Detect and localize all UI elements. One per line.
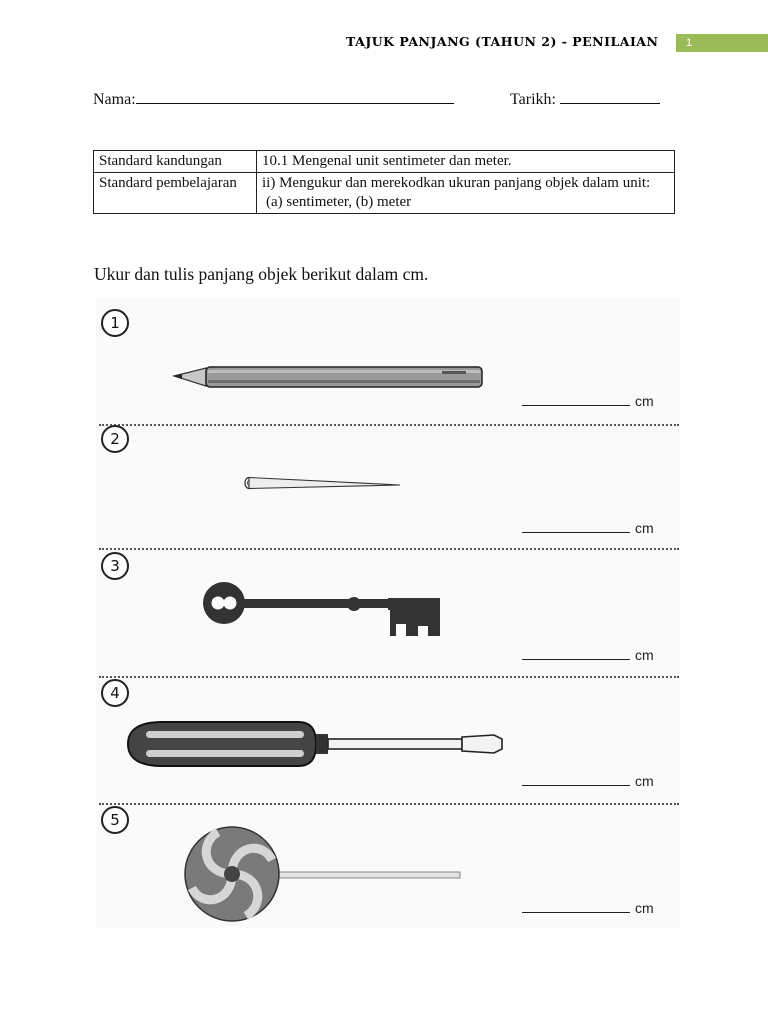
date-blank-line[interactable] — [560, 89, 660, 104]
instruction-text: Ukur dan tulis panjang objek berikut dalam cm. — [94, 264, 429, 284]
date-field[interactable] — [510, 89, 660, 109]
unit-label: cm — [635, 520, 654, 536]
learning-standard-units: (a) sentimeter, (b) meter — [266, 194, 412, 210]
answer-field-4[interactable] — [522, 773, 654, 789]
table-cell-label: Standard pembelajaran — [94, 173, 257, 214]
unit-label: cm — [635, 773, 654, 789]
learning-standard-text: ii) Mengukur dan merekodkan ukuran panjang objek dalam unit: — [262, 175, 651, 191]
table-cell-label: Standard kandungan — [94, 151, 257, 173]
item-separator — [99, 803, 679, 805]
name-label: Nama: — [93, 91, 136, 108]
header-title: TAJUK PANJANG (TAHUN 2) - PENILAIAN — [346, 34, 659, 49]
name-field[interactable] — [93, 89, 454, 109]
page-number-badge: 1 — [676, 34, 768, 52]
item-number-1: 1 — [101, 309, 129, 337]
answer-blank-line[interactable] — [522, 393, 630, 406]
item-number-4: 4 — [101, 679, 129, 707]
screwdriver-icon — [122, 718, 508, 770]
answer-field-1[interactable] — [522, 393, 654, 409]
standards-table — [93, 150, 675, 214]
answer-field-5[interactable] — [522, 900, 654, 916]
answer-blank-line[interactable] — [522, 520, 630, 533]
table-cell-value: 10.1 Mengenal unit sentimeter dan meter. — [257, 151, 675, 173]
date-label: Tarikh: — [510, 91, 556, 108]
answer-blank-line[interactable] — [522, 647, 630, 660]
item-separator — [99, 676, 679, 678]
pencil-icon — [172, 364, 490, 392]
needle-icon — [242, 474, 404, 492]
table-row — [94, 173, 675, 214]
item-number-2: 2 — [101, 425, 129, 453]
unit-label: cm — [635, 393, 654, 409]
name-blank-line[interactable] — [136, 89, 454, 104]
lollipop-icon — [182, 826, 464, 926]
item-separator — [99, 424, 679, 426]
answer-field-3[interactable] — [522, 647, 654, 663]
unit-label: cm — [635, 647, 654, 663]
answer-field-2[interactable] — [522, 520, 654, 536]
answer-blank-line[interactable] — [522, 900, 630, 913]
answer-blank-line[interactable] — [522, 773, 630, 786]
unit-label: cm — [635, 900, 654, 916]
item-number-5: 5 — [101, 806, 129, 834]
table-cell-value — [257, 173, 675, 214]
item-separator — [99, 548, 679, 550]
table-row — [94, 151, 675, 173]
key-icon — [202, 576, 448, 644]
item-number-3: 3 — [101, 552, 129, 580]
